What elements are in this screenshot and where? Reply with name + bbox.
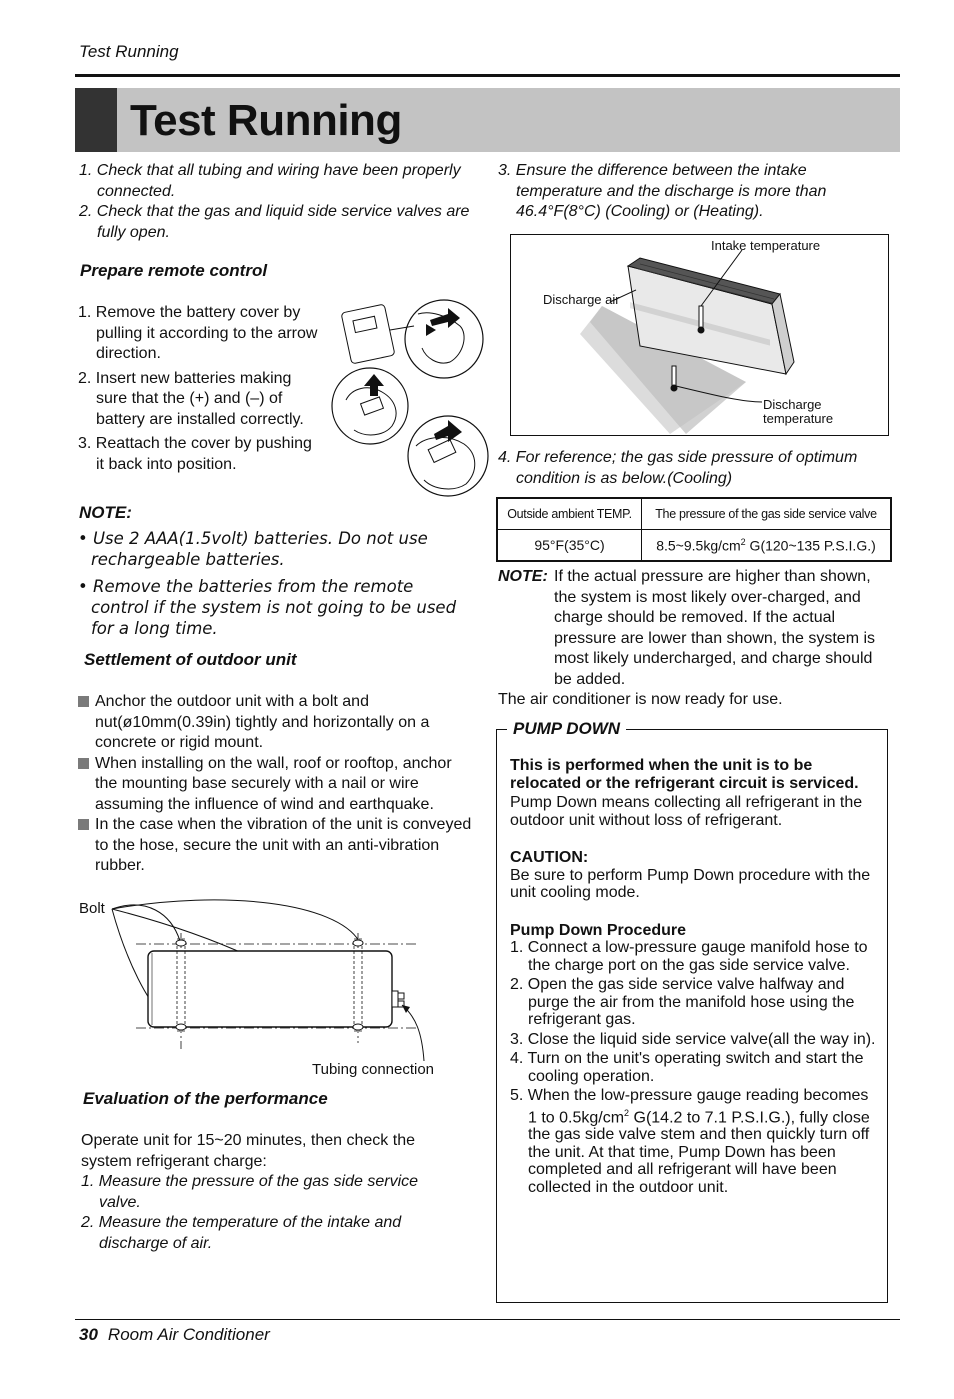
note-item: • Use 2 AAA(1.5volt) batteries. Do not use rechargeable batteries. bbox=[78, 529, 428, 569]
settlement-list bbox=[78, 692, 473, 877]
bottom-rule bbox=[75, 1319, 900, 1320]
intro-item: 2. Check that the gas and liquid side service valves are fully open. bbox=[79, 203, 470, 241]
table-header: Outside ambient TEMP. bbox=[498, 499, 642, 530]
pump-desc: Pump Down means collecting all refrigerant in the outdoor unit without loss of refrigerant. bbox=[510, 794, 863, 829]
running-head: Test Running bbox=[79, 42, 179, 61]
evaluation-step: 1. Measure the pressure of the gas side service valve. bbox=[81, 1173, 419, 1211]
ready-text: The air conditioner is now ready for use. bbox=[498, 691, 783, 708]
title-block-accent bbox=[75, 88, 117, 152]
note-title: NOTE: bbox=[79, 503, 132, 522]
page-number: 30 bbox=[79, 1325, 98, 1344]
top-rule bbox=[75, 74, 900, 77]
outdoor-unit-diagram bbox=[76, 893, 460, 1083]
remote-steps bbox=[78, 303, 318, 475]
procedure-title: Pump Down Procedure bbox=[510, 921, 687, 939]
procedure-step: 4. Turn on the unit's operating switch and start the cooling operation. bbox=[510, 1050, 864, 1085]
pump-down-label: PUMP DOWN bbox=[507, 719, 626, 739]
remote-step: 2. Insert new batteries making sure that the (+) and (–) of battery are installed correctly. bbox=[78, 369, 304, 428]
evaluation-heading: Evaluation of the performance bbox=[83, 1089, 328, 1108]
settlement-item: Anchor the outdoor unit with a bolt and nut(ø10mm(0.39in) tightly and horizontally on a concrete or rigid mount. bbox=[78, 692, 473, 754]
table-cell: $8.5\sim 9.5kg/cm^2$ G(120~135 P.S.I.G.) bbox=[642, 530, 891, 561]
settlement-item: In the case when the vibration of the unit is conveyed to the hose, secure the unit with an anti-vibration rubber. bbox=[78, 815, 473, 877]
note-2 bbox=[498, 567, 886, 711]
page-title: Test Running bbox=[130, 96, 402, 145]
intro-list bbox=[79, 161, 479, 243]
table-cell: 95°F(35°C) bbox=[498, 530, 642, 561]
pump-down-content bbox=[510, 757, 878, 1198]
square-bullet-icon bbox=[78, 758, 89, 769]
procedure-step: 2. Open the gas side service valve halfway and purge the air from the manifold hose using the refrigerant gas. bbox=[510, 976, 855, 1028]
indoor-unit-diagram bbox=[510, 234, 890, 436]
evaluation-intro: Operate unit for 15~20 minutes, then check the system refrigerant charge: bbox=[81, 1132, 415, 1170]
square-bullet-icon bbox=[78, 696, 89, 707]
discharge-temp-label: Discharge bbox=[763, 397, 822, 412]
pressure-table bbox=[496, 497, 892, 562]
table-header: The pressure of the gas side service valve bbox=[642, 499, 891, 530]
procedure-step: 5. When the low-pressure gauge reading becomes 1 to $0.5kg/cm^2$ G(14.2 to 7.1 P.S.I.G.), fully close the gas side valve stem and then quickly turn off the unit. At that time, Pump Down has been completed and all refrigerant will have been collected in the outdoor unit. bbox=[510, 1087, 870, 1196]
caution-text: Be sure to perform Pump Down procedure with the unit cooling mode. bbox=[510, 866, 871, 901]
procedure-step: 3. Close the liquid side service valve(all the way in). bbox=[510, 1030, 876, 1048]
evaluation-block bbox=[81, 1131, 451, 1254]
discharge-temp-label: temperature bbox=[763, 411, 834, 426]
caution-title: CAUTION: bbox=[510, 849, 589, 866]
step-3: 3. Ensure the difference between the intake temperature and the discharge is more than 46.4°F(8°C) (Cooling) or (Heating). bbox=[498, 162, 827, 220]
remote-heading: Prepare remote control bbox=[80, 261, 268, 280]
intake-label: Intake temperature bbox=[711, 238, 821, 253]
square-bullet-icon bbox=[78, 819, 89, 830]
tubing-label: Tubing connection bbox=[312, 1061, 435, 1078]
step-4: 4. For reference; the gas side pressure of optimum condition is as below.(Cooling) bbox=[498, 449, 858, 487]
intro-item: 1. Check that all tubing and wiring have been properly connected. bbox=[79, 162, 461, 200]
remote-step: 3. Reattach the cover by pushing it back into position. bbox=[78, 435, 312, 473]
procedure-step: 1. Connect a low-pressure gauge manifold hose to the charge port on the gas side service valve. bbox=[510, 939, 868, 974]
procedure-list bbox=[510, 939, 878, 1196]
footer bbox=[79, 1325, 270, 1345]
settlement-item: When installing on the wall, roof or rooftop, anchor the mounting base securely with a nail or wire assuming the influence of wind and earthquake. bbox=[78, 754, 473, 816]
discharge-air-label: Discharge air bbox=[543, 292, 620, 307]
note-2-text: If the actual pressure are higher than shown, the system is most likely over-charged, and charge should be removed. If the actual pressure are lower than shown, the system is most likely undercharged, and charge should be added. bbox=[554, 568, 876, 688]
bolt-label: Bolt bbox=[79, 900, 105, 917]
note-item: • Remove the batteries from the remote control if the system is not going to be used for a long time. bbox=[78, 577, 457, 638]
remote-battery-illustration bbox=[330, 296, 492, 500]
pump-lead: This is performed when the unit is to be relocated or the refrigerant circuit is serviced. bbox=[510, 757, 859, 792]
remote-step: 1. Remove the battery cover by pulling it according to the arrow direction. bbox=[78, 304, 318, 362]
doc-title: Room Air Conditioner bbox=[107, 1325, 270, 1344]
note-2-label: NOTE: bbox=[498, 568, 548, 585]
note-list bbox=[78, 528, 476, 645]
evaluation-step: 2. Measure the temperature of the intake and discharge of air. bbox=[81, 1214, 402, 1252]
settlement-heading: Settlement of outdoor unit bbox=[84, 650, 297, 669]
